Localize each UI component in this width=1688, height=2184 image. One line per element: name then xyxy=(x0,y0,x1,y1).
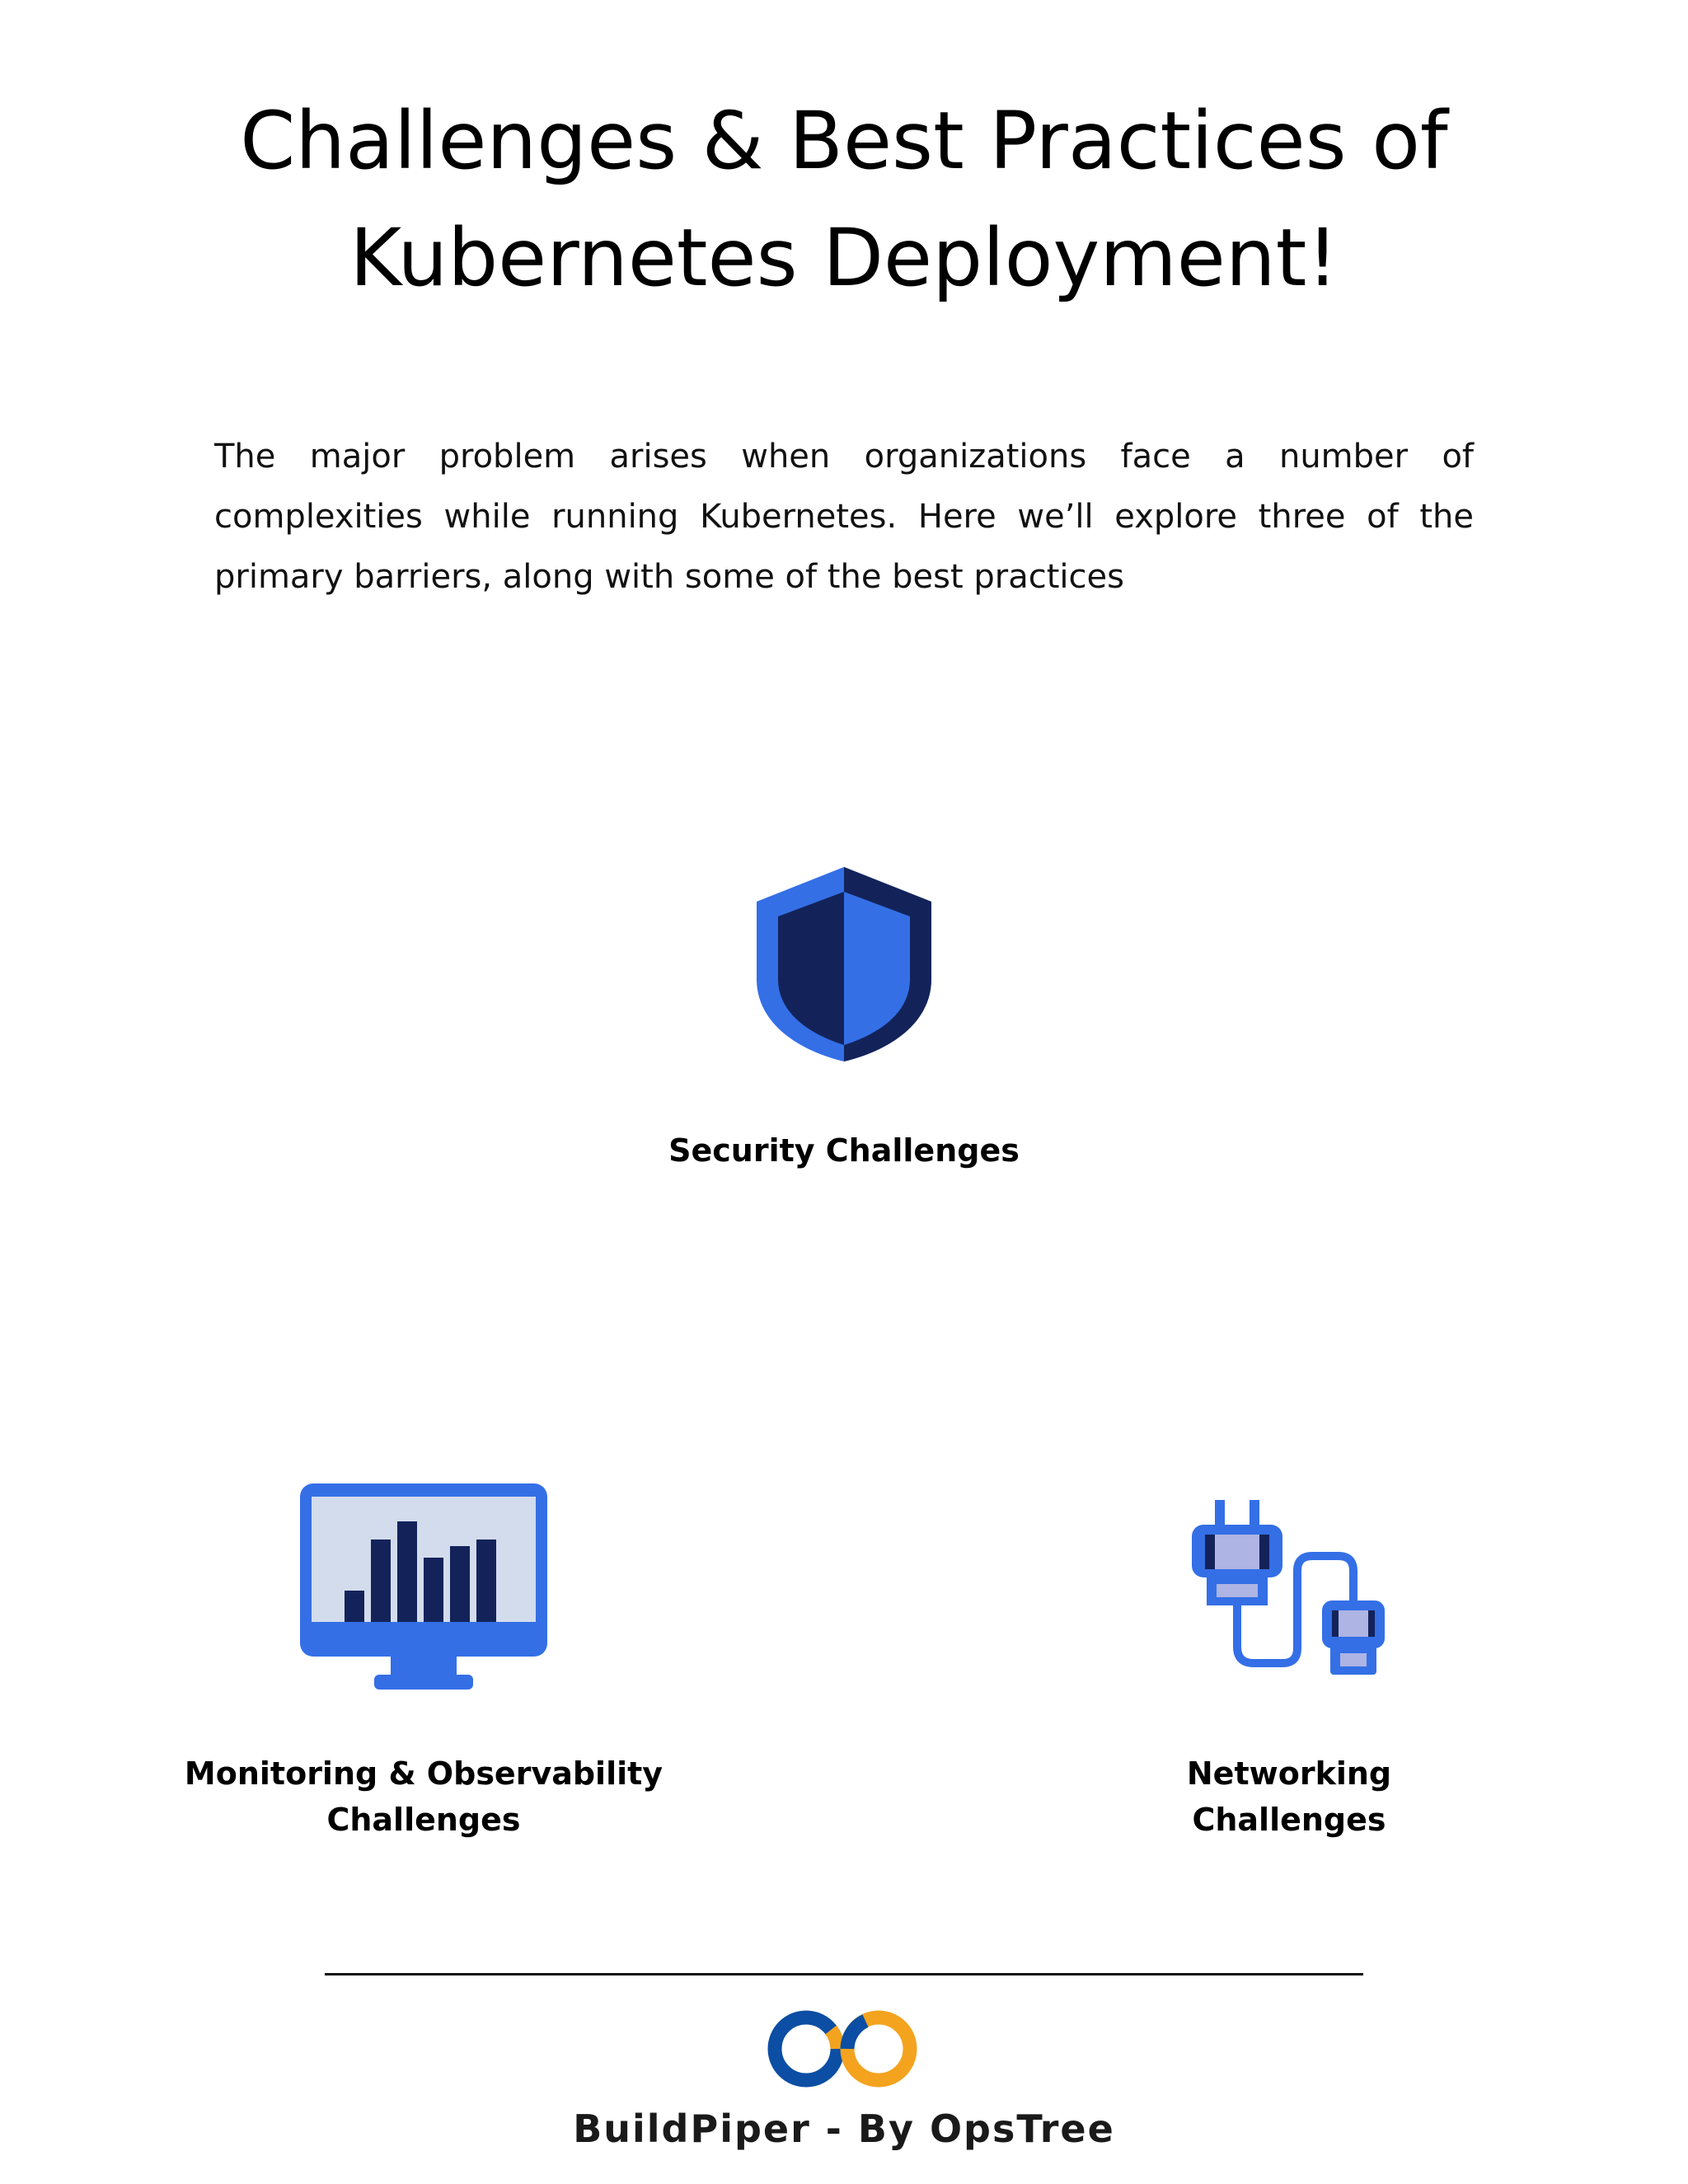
plug-cable-icon xyxy=(1190,1498,1388,1678)
footer-divider xyxy=(325,1973,1363,1975)
monitoring-label-line-1: Monitoring & Observability xyxy=(184,1755,663,1792)
monitoring-label-line-2: Challenges xyxy=(326,1802,521,1838)
buildpiper-infinity-logo xyxy=(767,2008,918,2094)
monitoring-challenges-label xyxy=(176,1750,671,1843)
intro-paragraph: The major problem arises when organizations face a number of complexities while running Kubernetes. Here we’ll explore three of the primary barriers, along with some of the best practices xyxy=(214,438,1474,596)
security-challenges-card xyxy=(597,864,1091,1174)
brand-name: BuildPiper - By OpsTree xyxy=(573,2107,1115,2151)
networking-challenges-card xyxy=(1124,1498,1454,1843)
networking-label-line-1: Networking xyxy=(1186,1755,1392,1792)
monitoring-challenges-card xyxy=(176,1482,671,1843)
monitor-chart-icon xyxy=(298,1482,549,1694)
security-challenges-label: Security Challenges xyxy=(668,1132,1020,1169)
page-title-line-2: Kubernetes Deployment! xyxy=(349,212,1339,304)
page-title-line-1: Challenges & Best Practices of xyxy=(240,95,1448,187)
shield-icon xyxy=(753,864,935,1063)
page-title xyxy=(0,82,1688,316)
networking-label-line-2: Challenges xyxy=(1192,1802,1386,1838)
networking-challenges-label xyxy=(1124,1750,1454,1843)
